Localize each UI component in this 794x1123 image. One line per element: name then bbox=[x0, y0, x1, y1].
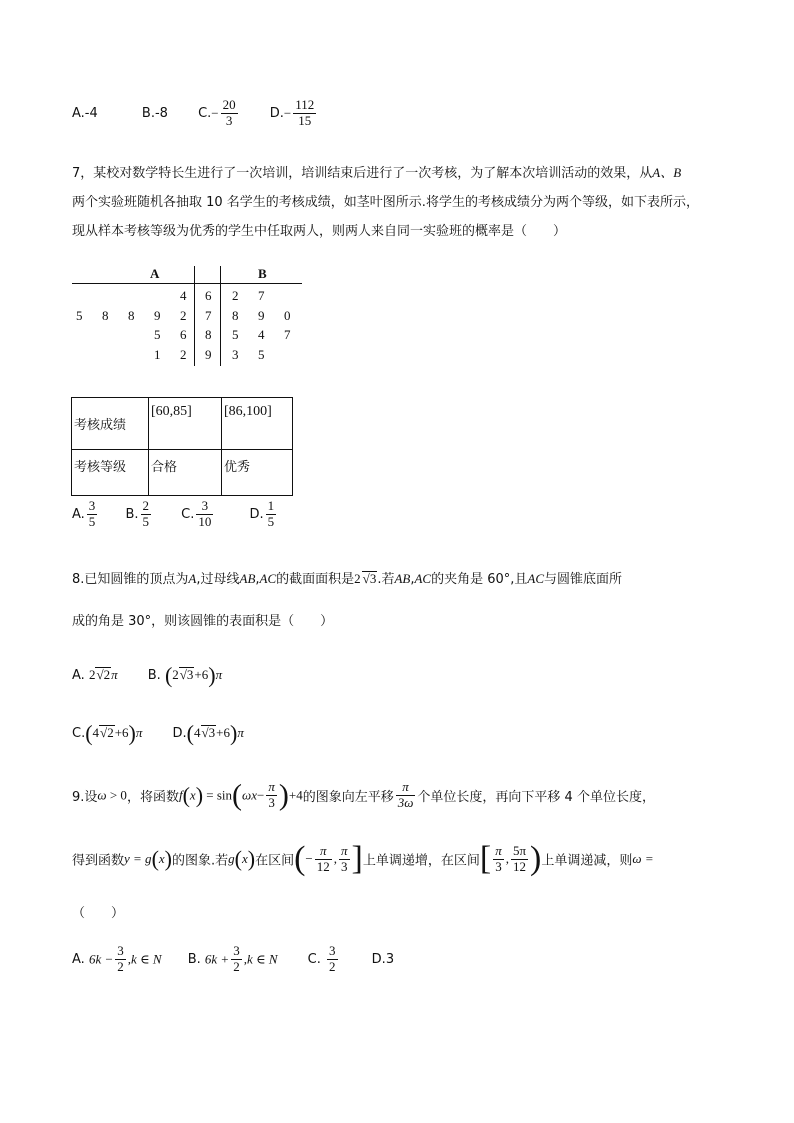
stem-header-a: A bbox=[150, 266, 160, 281]
stem-divider-right bbox=[220, 266, 221, 366]
q7-option-d: D. $\frac{1}{5}$ bbox=[249, 498, 275, 529]
q9-answer-blank: （ ） bbox=[72, 906, 125, 921]
q9-option-d: D.3 bbox=[371, 951, 395, 967]
q8-option-d: D.(4√3+6)π bbox=[172, 720, 244, 745]
table-cell: 优秀 bbox=[222, 450, 293, 496]
q9-option-c: C. $\frac{3}{2}$ bbox=[307, 943, 336, 974]
stem-header-rule bbox=[72, 283, 302, 284]
q9-line-2: 得到函数y = g(x)的图象.若g(x)在区间(− $\frac{\pi}{12}$ , $\frac{\pi}{3}$ ]上单调递增，在区间[ $\frac{\pi}{3}$ , $\frac{5\pi}{12}$ )上单调递减，则ω = bbox=[72, 840, 654, 877]
q6-option-b: B.-8 bbox=[141, 105, 168, 121]
table-cell: 合格 bbox=[149, 450, 222, 496]
q6-option-c: C.− $\frac{20}{3}$ bbox=[198, 97, 236, 128]
q6-option-a: A.-4 bbox=[72, 105, 98, 121]
q8-line-2: 成的角是 30°，则该圆锥的表面积是（ ） bbox=[72, 614, 334, 629]
q7-line-2: 两个实验班随机各抽取 10 名学生的考核成绩，如茎叶图所示.将学生的考核成绩分为两个等级，如下表所示， bbox=[72, 195, 699, 210]
q9-option-a: A. 6k − $\frac{3}{2}$ ,k ∈ N bbox=[72, 943, 162, 974]
q8-option-b: B. (2√3+6)π bbox=[147, 662, 223, 687]
q7-options bbox=[72, 499, 278, 530]
q8-options-row-1 bbox=[72, 662, 222, 688]
q8-option-c: C.(4√2+6)π bbox=[72, 720, 143, 745]
q9-option-b: B. 6k + $\frac{3}{2}$ ,k ∈ N bbox=[187, 943, 278, 974]
q7-line-3: 现从样本考核等级为优秀的学生中任取两人，则两人来自同一实验班的概率是（ ） bbox=[72, 224, 567, 239]
table-cell: 考核等级 bbox=[72, 450, 149, 496]
stem-leaf-plot: A B 4 6 2 7 5 8 8 9 2 7 8 9 0 5 6 8 5 4 7 1 2 9 3 5 bbox=[72, 264, 304, 368]
q6-options bbox=[72, 98, 318, 129]
table-cell: [86,100] bbox=[222, 398, 293, 450]
stem-divider-left bbox=[194, 266, 195, 366]
q6-option-d: D.− $\frac{112}{15}$ bbox=[269, 97, 315, 128]
q7-option-c: C. $\frac{3}{10}$ bbox=[181, 498, 212, 529]
q9-options bbox=[72, 944, 394, 975]
q8-options-row-2 bbox=[72, 720, 244, 746]
grade-table bbox=[71, 397, 293, 496]
q8-option-a: A. 2√2π bbox=[72, 666, 118, 683]
q7-line-1: 7，某校对数学特长生进行了一次培训，培训结束后进行了一次考核，为了解本次培训活动的效果，从A、B bbox=[72, 165, 682, 181]
table-cell: 考核成绩 bbox=[72, 398, 149, 450]
q7-option-a: A. $\frac{3}{5}$ bbox=[72, 498, 96, 529]
q7-option-b: B. $\frac{2}{5}$ bbox=[125, 498, 149, 529]
q9-line-1: 9.设ω > 0，将函数f(x) = sin(ωx− $\frac{\pi}{3}$ )+4的图象向左平移 $\frac{\pi}{3\omega}$ 个单位长度，再向下平移 4 个单位长度， bbox=[72, 778, 655, 812]
table-cell: [60,85] bbox=[149, 398, 222, 450]
stem-header-b: B bbox=[258, 266, 267, 281]
q8-line-1: 8.已知圆锥的顶点为A,过母线AB,AC的截面面积是2 √3.若AB,AC的夹角是 60°,且AC与圆锥底面所 bbox=[72, 571, 623, 587]
